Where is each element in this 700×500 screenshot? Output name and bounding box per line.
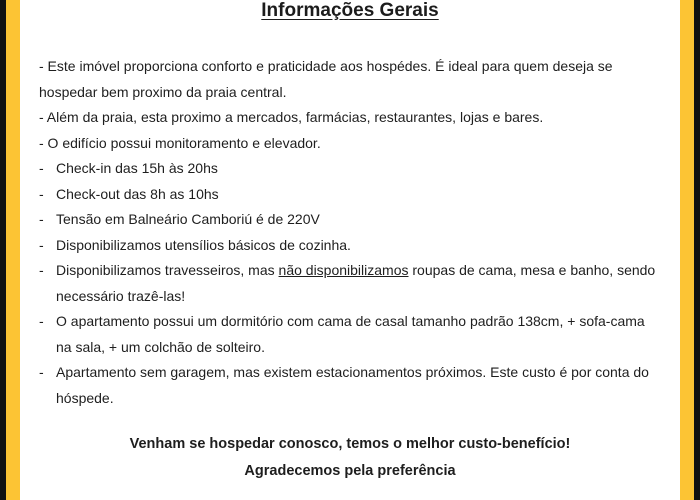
bullet-dash: - [39, 262, 44, 278]
bullet-dash: - [39, 211, 44, 227]
bullet-dash: - [39, 364, 44, 380]
list-item-voltage [39, 207, 664, 233]
bullet-dash: - [39, 313, 44, 329]
list-item-text: O apartamento possui um dormitório com cama de casal tamanho padrão 138cm, + sofa-cama na sala, + um colchão de solteiro. [56, 313, 645, 355]
list-item-linens [39, 258, 664, 309]
info-panel [20, 0, 680, 500]
linens-text-before: Disponibilizamos travesseiros, mas [56, 262, 279, 278]
list-item-text: Disponibilizamos utensílios básicos de cozinha. [56, 236, 351, 253]
bullet-dash: - [39, 185, 44, 202]
list-item-text: Apartamento sem garagem, mas existem estacionamentos próximos. Este custo é por conta do hóspede. [56, 364, 649, 406]
list-item-checkout [39, 182, 664, 208]
footer-invitation: Venham se hospedar conosco, temos o melhor custo-benefício! [129, 436, 571, 452]
info-body [39, 54, 664, 411]
list-item-checkin [39, 156, 664, 182]
intro-line-3: - O edifício possui monitoramento e elevador. [39, 134, 321, 151]
page-title: Informações Gerais [261, 0, 439, 21]
linens-underlined-text: não disponibilizamos [278, 262, 409, 278]
list-item-bedroom [39, 309, 664, 360]
list-item-parking [39, 360, 664, 411]
list-item-text [56, 258, 664, 309]
footer-thanks: Agradecemos pela preferência [244, 463, 456, 479]
list-item-text: Tensão em Balneário Camboriú é de 220V [56, 211, 320, 227]
intro-line-2: - Além da praia, esta proximo a mercados, farmácias, restaurantes, lojas e bares. [39, 109, 544, 125]
list-item-kitchen [39, 233, 664, 259]
list-item-text: Check-out das 8h as 10hs [56, 185, 219, 202]
bullet-dash: - [39, 160, 44, 176]
list-item-text: Check-in das 15h às 20hs [56, 160, 218, 176]
linens-text-after: roupas de cama, mesa e banho, sendo necessário trazê-las! [56, 262, 656, 304]
bullet-dash: - [39, 236, 44, 253]
intro-line-1: - Este imóvel proporciona conforto e praticidade aos hospédes. É ideal para quem deseja se hospedar bem proximo da praia central. [39, 58, 613, 100]
